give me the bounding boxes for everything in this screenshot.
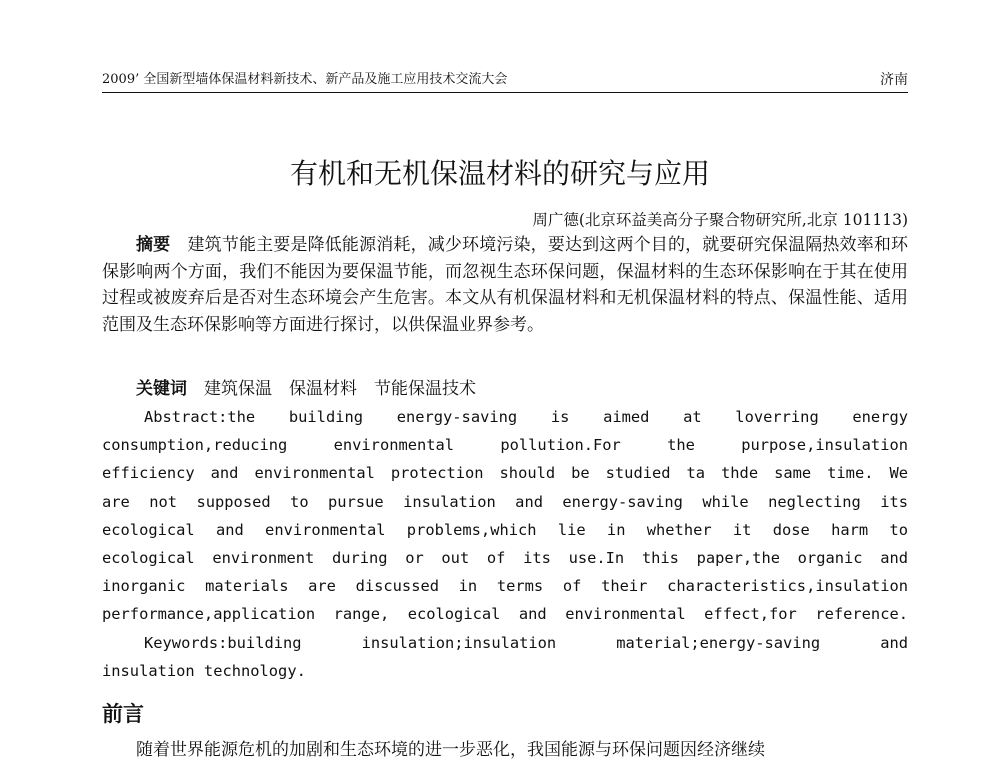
author-affiliation: 周广德(北京环益美高分子聚合物研究所,北京 101113) <box>532 211 908 229</box>
keywords-cn <box>136 376 476 402</box>
abstract-en-line: ecological and environmental problems,which lie in whether it dose harm to <box>102 520 908 539</box>
running-header <box>102 70 908 93</box>
abstract-cn-label: 摘要 <box>136 235 171 255</box>
abstract-cn-text: 建筑节能主要是降低能源消耗，减少环境污染，要达到这两个目的，就要研究保温隔热效率和环保影响两个方面，我们不能因为要保温节能，而忽视生态环保问题，保温材料的生态环保影响在于其在使用过程或被废弃后是否对生态环境会产生危害。本文从有机保温材料和无机保温材料的特点、保温性能、适用范围及生态环保影响等方面进行探讨，以供保温业界参考。 <box>102 235 909 335</box>
keywords-cn-text: 建筑保温 保温材料 节能保温技术 <box>204 379 476 399</box>
abstract-en-line: are not supposed to pursue insulation and energy-saving while neglecting its <box>102 492 908 511</box>
abstract-en <box>102 403 908 685</box>
section-heading: 前言 <box>102 701 144 726</box>
abstract-en-line: ecological environment during or out of its use.In this paper,the organic and <box>102 549 908 568</box>
abstract-cn <box>102 232 908 338</box>
header-city: 济南 <box>880 72 908 88</box>
paper-title: 有机和无机保温材料的研究与应用 <box>289 157 710 190</box>
section-first-line: 随着世界能源危机的加剧和生态环境的进一步恶化，我国能源与环保问题因经济继续 <box>136 740 765 760</box>
abstract-en-line: consumption,reducing environmental pollution.For the purpose,insulation <box>102 436 908 455</box>
abstract-en-line: inorganic materials are discussed in terms of their characteristics,insulation <box>102 577 908 596</box>
keywords-cn-label: 关键词 <box>136 379 187 399</box>
abstract-en-line: performance,application range, ecological and environmental effect,for reference. <box>102 605 908 624</box>
conference-name: 2009’ 全国新型墙体保温材料新技术、新产品及施工应用技术交流大会 <box>102 72 508 87</box>
abstract-en-line: Abstract:the building energy-saving is aimed at loverring energy <box>144 408 908 426</box>
keywords-en-line: insulation technology. <box>102 661 306 680</box>
abstract-en-line: efficiency and environmental protection should be studied ta thde same time. We <box>102 464 908 483</box>
keywords-en-line: Keywords:building insulation;insulation material;energy-saving and <box>144 633 908 652</box>
